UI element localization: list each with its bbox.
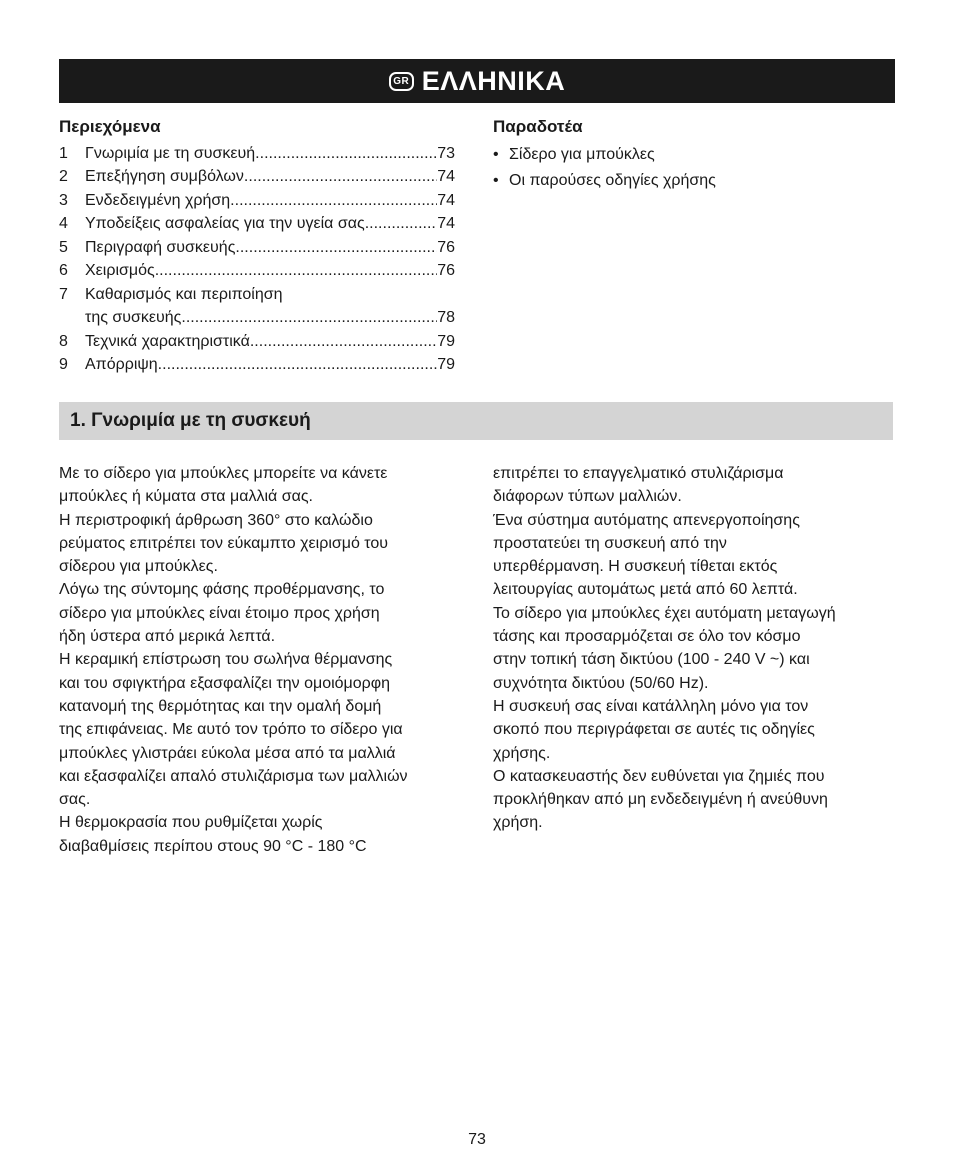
toc-page: 78 — [437, 309, 455, 327]
text-line: Ο κατασκευαστής δεν ευθύνεται για ζημιές που — [493, 767, 825, 785]
toc-number: 5 — [59, 238, 68, 256]
toc-leader-dots — [230, 192, 437, 210]
text-line: κατανομή της θερμότητας και την ομαλή δομή — [59, 697, 382, 715]
language-header-bar — [59, 59, 895, 103]
delivery-heading: Παραδοτέα — [493, 117, 583, 136]
toc-label: Καθαρισμός και περιποίηση — [85, 285, 283, 303]
bullet: • — [493, 146, 499, 163]
toc-leader-dots — [255, 145, 437, 163]
text-line: διαβαθμίσεις περίπου στους 90 °C - 180 °C — [59, 837, 367, 855]
text-line: ήδη ύστερα από μερικά λεπτά. — [59, 628, 276, 646]
toc-entry[interactable] — [59, 236, 455, 260]
text-line: μπούκλες γλιστράει εύκολα μέσα από τα μαλλιά — [59, 744, 396, 762]
list-item-text: Σίδερο για μπούκλες — [509, 146, 655, 163]
text-line: και εξασφαλίζει απαλό στυλιζάρισμα των μαλλιών — [59, 767, 408, 785]
page-number: 73 — [468, 1131, 486, 1148]
text-line: σίδερο για μπούκλες είναι έτοιμο προς χρήση — [59, 604, 380, 622]
toc-label: Επεξήγηση συμβόλων — [85, 168, 244, 186]
toc-label: Απόρριψη — [85, 356, 158, 374]
toc-page: 74 — [437, 191, 455, 209]
text-line: Το σίδερο για μπούκλες έχει αυτόματη μεταγωγή — [493, 604, 836, 622]
toc-leader-dots — [158, 356, 438, 374]
toc-entry[interactable] — [59, 330, 455, 354]
toc-leader-dots — [235, 239, 437, 257]
toc-page: 79 — [437, 332, 455, 350]
toc-leader-dots — [155, 262, 437, 280]
text-line: Με το σίδερο για μπούκλες μπορείτε να κάνετε — [59, 465, 388, 482]
toc-label: Γνωριμία με τη συσκευή — [85, 144, 256, 162]
toc-entry[interactable] — [59, 166, 455, 190]
toc-page: 74 — [437, 215, 455, 233]
text-line: Λόγω της σύντομης φάσης προθέρμανσης, το — [59, 581, 385, 599]
toc-entry[interactable] — [59, 142, 455, 166]
toc-leader-dots — [244, 168, 437, 186]
toc-label: της συσκευής — [85, 309, 182, 327]
text-line: προστατεύει τη συσκευή από την — [493, 534, 727, 552]
toc-leader-dots — [365, 215, 437, 233]
table-of-contents — [59, 142, 455, 377]
toc-label: Τεχνικά χαρακτηριστικά — [85, 332, 250, 350]
toc-page: 74 — [437, 168, 455, 186]
language-title: ΕΛΛΗΝΙΚΑ — [421, 65, 566, 96]
toc-number: 1 — [59, 144, 68, 162]
text-line: ρεύματος επιτρέπει τον εύκαμπτο χειρισμό του — [59, 534, 389, 552]
section-title: 1. Γνωριμία με τη συσκευή — [70, 410, 311, 431]
toc-number: 6 — [59, 262, 68, 280]
toc-number: 2 — [59, 168, 68, 186]
list-item — [493, 142, 893, 168]
text-line: σας. — [59, 791, 91, 809]
delivery-list — [493, 142, 893, 194]
toc-entry[interactable] — [59, 260, 455, 284]
toc-label: Περιγραφή συσκευής — [85, 238, 236, 256]
toc-page: 79 — [437, 356, 455, 374]
toc-label: Ενδεδειγμένη χρήση — [85, 191, 231, 209]
country-code-badge: GR — [389, 72, 414, 91]
text-line: λειτουργίας αυτομάτως μετά από 60 λεπτά. — [493, 581, 798, 599]
text-line: χρήσης. — [493, 744, 551, 762]
toc-entry[interactable] — [59, 213, 455, 237]
text-line: Η θερμοκρασία που ρυθμίζεται χωρίς — [59, 814, 323, 832]
text-line: προκλήθηκαν από μη ενδεδειγμένη ή ανεύθυνη — [493, 791, 828, 809]
toc-page: 76 — [437, 238, 455, 256]
text-line: Η συσκευή σας είναι κατάλληλη μόνο για τον — [493, 697, 809, 715]
text-line: της επιφάνειας. Με αυτό τον τρόπο το σίδερο για — [59, 721, 403, 739]
text-line: επιτρέπει το επαγγελματικό στυλιζάρισμα — [493, 465, 784, 482]
text-line: υπερθέρμανση. Η συσκευή τίθεται εκτός — [493, 558, 778, 576]
bullet: • — [493, 172, 499, 189]
toc-number: 4 — [59, 215, 68, 233]
body-text-left — [59, 462, 459, 858]
toc-label: Χειρισμός — [85, 262, 155, 280]
toc-leader-dots — [181, 309, 437, 327]
toc-number: 7 — [59, 285, 68, 303]
toc-number: 9 — [59, 356, 68, 374]
contents-heading: Περιεχόμενα — [59, 117, 161, 136]
toc-entry[interactable] — [59, 283, 455, 307]
toc-entry[interactable] — [59, 354, 455, 378]
body-text-right — [493, 462, 895, 835]
toc-number: 3 — [59, 191, 68, 209]
toc-page: 76 — [437, 262, 455, 280]
section-heading-bar — [59, 402, 893, 440]
toc-entry[interactable] — [59, 189, 455, 213]
toc-label: Υποδείξεις ασφαλείας για την υγεία σας — [85, 215, 365, 233]
text-line: τάσης και προσαρμόζεται σε όλο τον κόσμο — [493, 628, 801, 646]
text-line: σίδερου για μπούκλες. — [59, 558, 218, 576]
text-line: διάφορων τύπων μαλλιών. — [493, 488, 682, 506]
text-line: σκοπό που περιγράφεται σε αυτές τις οδηγίες — [493, 721, 815, 739]
text-line: χρήση. — [493, 814, 543, 832]
text-line: Ένα σύστημα αυτόματης απενεργοποίησης — [493, 511, 800, 529]
text-line: Η κεραμική επίστρωση του σωλήνα θέρμανσης — [59, 651, 393, 669]
toc-entry-continued[interactable] — [59, 307, 455, 331]
toc-leader-dots — [250, 333, 437, 351]
toc-page: 73 — [437, 144, 455, 162]
text-line: Η περιστροφική άρθρωση 360° στο καλώδιο — [59, 511, 373, 529]
list-item-text: Οι παρούσες οδηγίες χρήσης — [509, 172, 716, 189]
list-item — [493, 168, 893, 194]
text-line: μπούκλες ή κύματα στα μαλλιά σας. — [59, 488, 313, 506]
text-line: συχνότητα δικτύου (50/60 Hz). — [493, 674, 709, 692]
text-line: και του σφιγκτήρα εξασφαλίζει την ομοιόμορφη — [59, 674, 391, 692]
text-line: στην τοπική τάση δικτύου (100 - 240 V ~) και — [493, 651, 810, 669]
toc-number: 8 — [59, 332, 68, 350]
